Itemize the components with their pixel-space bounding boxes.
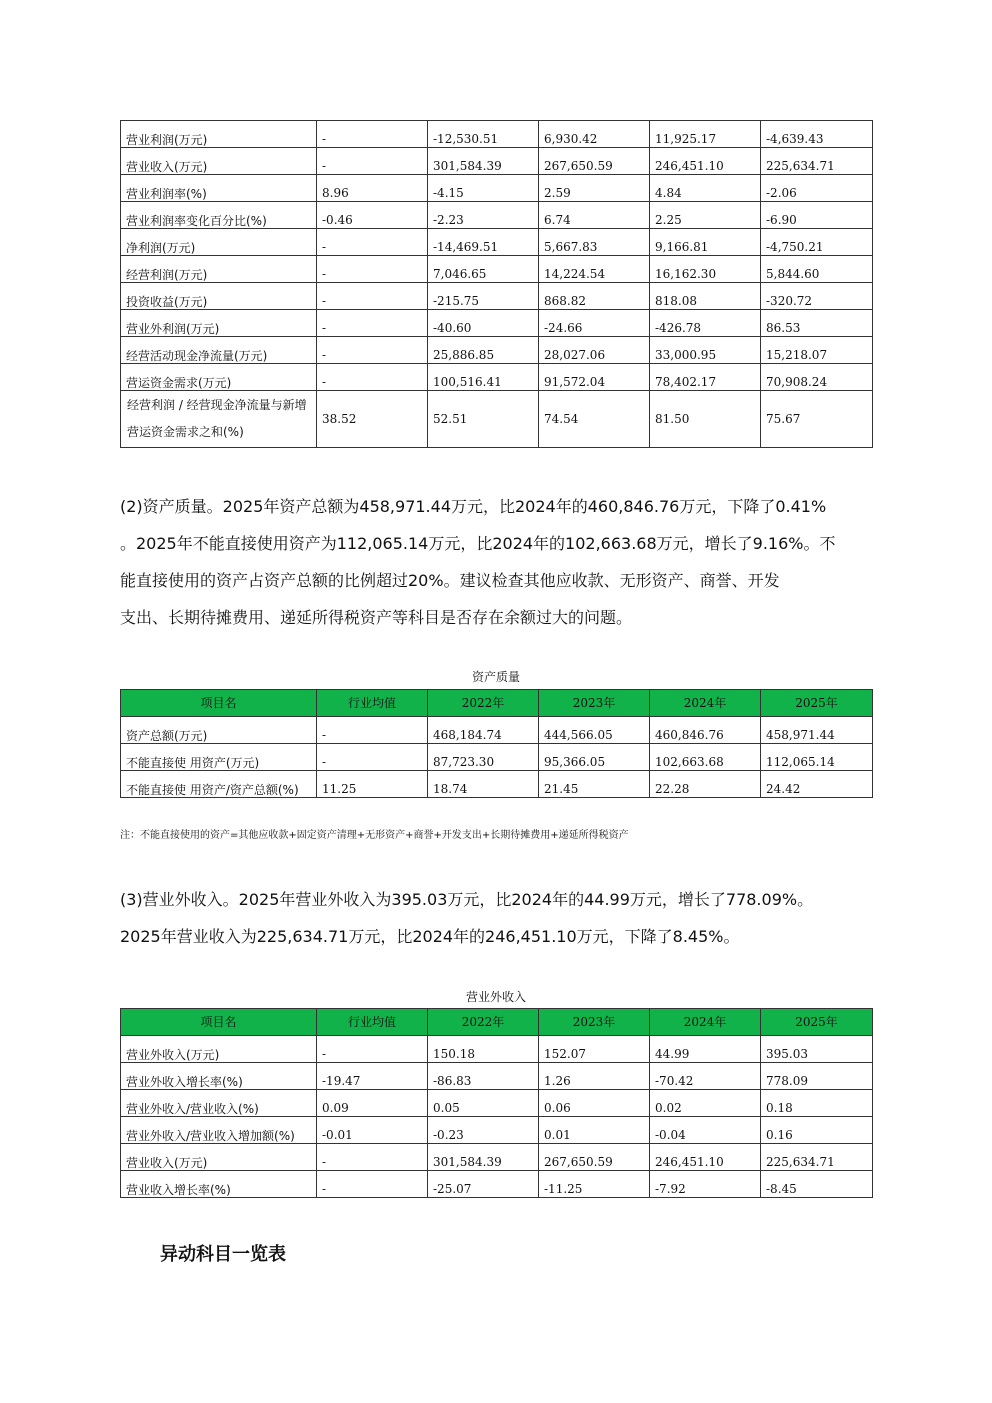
table-cell: 0.06 bbox=[539, 1090, 650, 1117]
table-cell: -4,750.21 bbox=[761, 229, 873, 256]
table-cell: 102,663.68 bbox=[650, 744, 761, 771]
table-cell: -0.46 bbox=[317, 202, 428, 229]
table-row bbox=[121, 148, 873, 175]
table-cell: 395.03 bbox=[761, 1036, 873, 1063]
table-cell: -2.23 bbox=[428, 202, 539, 229]
table-cell: - bbox=[317, 717, 428, 744]
table-cell: 6.74 bbox=[539, 202, 650, 229]
column-header: 2025年 bbox=[761, 1009, 873, 1036]
table-cell: - bbox=[317, 256, 428, 283]
table-cell: 0.01 bbox=[539, 1117, 650, 1144]
table-cell: -0.23 bbox=[428, 1117, 539, 1144]
table-row bbox=[121, 1144, 873, 1171]
table-cell: 52.51 bbox=[428, 391, 539, 448]
table-cell: -11.25 bbox=[539, 1171, 650, 1198]
paragraph-line: 支出、长期待摊费用、递延所得税资产等科目是否存在余额过大的问题。 bbox=[120, 608, 633, 627]
table-row bbox=[121, 337, 873, 364]
table-cell: 301,584.39 bbox=[428, 148, 539, 175]
table-row bbox=[121, 229, 873, 256]
table-cell: 267,650.59 bbox=[539, 148, 650, 175]
table-cell: -14,469.51 bbox=[428, 229, 539, 256]
table-cell: 2.25 bbox=[650, 202, 761, 229]
table-cell: 0.02 bbox=[650, 1090, 761, 1117]
table-row bbox=[121, 391, 873, 448]
table-cell: -12,530.51 bbox=[428, 121, 539, 148]
table-cell: 24.42 bbox=[761, 771, 873, 798]
row-label: 净利润(万元) bbox=[121, 229, 317, 256]
table-cell: 91,572.04 bbox=[539, 364, 650, 391]
table-cell: -70.42 bbox=[650, 1063, 761, 1090]
row-label: 营业外收入/营业收入(%) bbox=[121, 1090, 317, 1117]
table-row bbox=[121, 1036, 873, 1063]
asset-quality-paragraph bbox=[120, 488, 890, 636]
table-cell: - bbox=[317, 283, 428, 310]
table-cell: -426.78 bbox=[650, 310, 761, 337]
table-cell: 1.26 bbox=[539, 1063, 650, 1090]
column-header: 2023年 bbox=[539, 690, 650, 717]
table-cell: 81.50 bbox=[650, 391, 761, 448]
table-cell: -2.06 bbox=[761, 175, 873, 202]
table-cell: 8.96 bbox=[317, 175, 428, 202]
table-cell: 14,224.54 bbox=[539, 256, 650, 283]
row-label: 营业外利润(万元) bbox=[121, 310, 317, 337]
table-cell: -25.07 bbox=[428, 1171, 539, 1198]
table-cell: 460,846.76 bbox=[650, 717, 761, 744]
table-cell: -8.45 bbox=[761, 1171, 873, 1198]
column-header: 2024年 bbox=[650, 1009, 761, 1036]
table-cell: 5,844.60 bbox=[761, 256, 873, 283]
table-cell: -0.04 bbox=[650, 1117, 761, 1144]
asset-quality-caption: 资产质量 bbox=[471, 670, 520, 684]
table-row bbox=[121, 1171, 873, 1198]
table-cell: -0.01 bbox=[317, 1117, 428, 1144]
table-cell: -24.66 bbox=[539, 310, 650, 337]
table-cell: 6,930.42 bbox=[539, 121, 650, 148]
profit-table bbox=[120, 120, 873, 448]
table-row bbox=[121, 1090, 873, 1117]
table-cell: - bbox=[317, 744, 428, 771]
table-cell: - bbox=[317, 1036, 428, 1063]
column-header: 项目名 bbox=[121, 1009, 317, 1036]
nonop-income-caption: 营业外收入 bbox=[465, 990, 526, 1004]
table-cell: 78,402.17 bbox=[650, 364, 761, 391]
table-cell: - bbox=[317, 121, 428, 148]
table-cell: 7,046.65 bbox=[428, 256, 539, 283]
table-cell: -6.90 bbox=[761, 202, 873, 229]
table-cell: 0.05 bbox=[428, 1090, 539, 1117]
table-row bbox=[121, 121, 873, 148]
table-cell: 21.45 bbox=[539, 771, 650, 798]
table-row bbox=[121, 771, 873, 798]
paragraph-line: 。2025年不能直接使用资产为112,065.14万元，比2024年的102,663.68万元，增长了9.16%。不 bbox=[120, 534, 836, 553]
row-label: 营业利润率变化百分比(%) bbox=[121, 202, 317, 229]
table-row bbox=[121, 310, 873, 337]
table-cell: 5,667.83 bbox=[539, 229, 650, 256]
table-cell: - bbox=[317, 337, 428, 364]
table-cell: 22.28 bbox=[650, 771, 761, 798]
table-cell: -86.83 bbox=[428, 1063, 539, 1090]
row-label: 营运资金需求(万元) bbox=[121, 364, 317, 391]
table-cell: 75.67 bbox=[761, 391, 873, 448]
table-cell: 267,650.59 bbox=[539, 1144, 650, 1171]
table-cell: 246,451.10 bbox=[650, 148, 761, 175]
table-cell: 778.09 bbox=[761, 1063, 873, 1090]
asset-quality-note: 注：不能直接使用的资产=其他应收款+固定资产清理+无形资产+商誉+开发支出+长期待摊费用+递延所得税资产 bbox=[120, 830, 629, 841]
table-cell: 86.53 bbox=[761, 310, 873, 337]
table-cell: -19.47 bbox=[317, 1063, 428, 1090]
table-cell: 11,925.17 bbox=[650, 121, 761, 148]
nonop-income-paragraph bbox=[120, 881, 890, 955]
column-header: 项目名 bbox=[121, 690, 317, 717]
row-label: 营业收入增长率(%) bbox=[121, 1171, 317, 1198]
table-row bbox=[121, 256, 873, 283]
table-row bbox=[121, 202, 873, 229]
table-row bbox=[121, 1117, 873, 1144]
column-header: 行业均值 bbox=[317, 1009, 428, 1036]
table-cell: 11.25 bbox=[317, 771, 428, 798]
table-cell: 0.09 bbox=[317, 1090, 428, 1117]
table-cell: 0.18 bbox=[761, 1090, 873, 1117]
table-cell: - bbox=[317, 1144, 428, 1171]
table-cell: 38.52 bbox=[317, 391, 428, 448]
table-row bbox=[121, 364, 873, 391]
table-cell: 18.74 bbox=[428, 771, 539, 798]
table-cell: 150.18 bbox=[428, 1036, 539, 1063]
table-cell: - bbox=[317, 310, 428, 337]
table-cell: 87,723.30 bbox=[428, 744, 539, 771]
table-cell: 0.16 bbox=[761, 1117, 873, 1144]
table-cell: 458,971.44 bbox=[761, 717, 873, 744]
nonop-income-table bbox=[120, 1008, 873, 1198]
paragraph-line: 能直接使用的资产占资产总额的比例超过20%。建议检查其他应收款、无形资产、商誉、开发 bbox=[120, 571, 780, 590]
table-cell: -7.92 bbox=[650, 1171, 761, 1198]
row-label: 营业外收入(万元) bbox=[121, 1036, 317, 1063]
row-label: 经营活动现金净流量(万元) bbox=[121, 337, 317, 364]
table-cell: -4,639.43 bbox=[761, 121, 873, 148]
row-label: 不能直接使 用资产/资产总额(%) bbox=[121, 771, 317, 798]
table-cell: 25,886.85 bbox=[428, 337, 539, 364]
table-cell: 246,451.10 bbox=[650, 1144, 761, 1171]
table-row bbox=[121, 744, 873, 771]
table-row bbox=[121, 1063, 873, 1090]
table-cell: 112,065.14 bbox=[761, 744, 873, 771]
table-cell: 74.54 bbox=[539, 391, 650, 448]
paragraph-line: (3)营业外收入。2025年营业外收入为395.03万元，比2024年的44.99万元，增长了778.09%。 bbox=[120, 890, 814, 909]
paragraph-line: (2)资产质量。2025年资产总额为458,971.44万元，比2024年的460,846.76万元，下降了0.41% bbox=[120, 497, 827, 516]
table-cell: 818.08 bbox=[650, 283, 761, 310]
table-cell: 152.07 bbox=[539, 1036, 650, 1063]
table-cell: - bbox=[317, 1171, 428, 1198]
row-label: 经营利润(万元) bbox=[121, 256, 317, 283]
table-cell: 15,218.07 bbox=[761, 337, 873, 364]
table-cell: 468,184.74 bbox=[428, 717, 539, 744]
table-cell: -215.75 bbox=[428, 283, 539, 310]
table-cell: 70,908.24 bbox=[761, 364, 873, 391]
table-cell: 95,366.05 bbox=[539, 744, 650, 771]
profit-table-body bbox=[121, 121, 873, 448]
row-label: 经营利润 / 经营现金净流量与新增营运资金需求之和(%) bbox=[121, 391, 317, 448]
asset-quality-table-body bbox=[121, 690, 873, 798]
row-label: 营业利润(万元) bbox=[121, 121, 317, 148]
row-label: 营业外收入/营业收入增加额(%) bbox=[121, 1117, 317, 1144]
table-cell: -320.72 bbox=[761, 283, 873, 310]
row-label: 营业外收入增长率(%) bbox=[121, 1063, 317, 1090]
table-cell: 100,516.41 bbox=[428, 364, 539, 391]
asset-quality-table bbox=[120, 689, 873, 798]
table-cell: -4.15 bbox=[428, 175, 539, 202]
column-header: 行业均值 bbox=[317, 690, 428, 717]
column-header: 2025年 bbox=[761, 690, 873, 717]
paragraph-line: 2025年营业收入为225,634.71万元，比2024年的246,451.10万元，下降了8.45%。 bbox=[120, 927, 740, 946]
column-header: 2022年 bbox=[428, 690, 539, 717]
column-header: 2024年 bbox=[650, 690, 761, 717]
table-header-row bbox=[121, 1009, 873, 1036]
table-cell: - bbox=[317, 229, 428, 256]
table-header-row bbox=[121, 690, 873, 717]
column-header: 2023年 bbox=[539, 1009, 650, 1036]
row-label: 营业利润率(%) bbox=[121, 175, 317, 202]
table-cell: 9,166.81 bbox=[650, 229, 761, 256]
section-heading: 异动科目一览表 bbox=[160, 1244, 286, 1265]
nonop-income-table-body bbox=[121, 1009, 873, 1198]
table-cell: 28,027.06 bbox=[539, 337, 650, 364]
table-cell: 868.82 bbox=[539, 283, 650, 310]
table-cell: -40.60 bbox=[428, 310, 539, 337]
table-row bbox=[121, 175, 873, 202]
column-header: 2022年 bbox=[428, 1009, 539, 1036]
row-label: 营业收入(万元) bbox=[121, 148, 317, 175]
table-cell: - bbox=[317, 364, 428, 391]
table-cell: - bbox=[317, 148, 428, 175]
table-cell: 225,634.71 bbox=[761, 1144, 873, 1171]
table-cell: 225,634.71 bbox=[761, 148, 873, 175]
row-label: 资产总额(万元) bbox=[121, 717, 317, 744]
row-label: 不能直接使 用资产(万元) bbox=[121, 744, 317, 771]
row-label: 营业收入(万元) bbox=[121, 1144, 317, 1171]
table-cell: 44.99 bbox=[650, 1036, 761, 1063]
table-row bbox=[121, 283, 873, 310]
table-cell: 301,584.39 bbox=[428, 1144, 539, 1171]
row-label: 投资收益(万元) bbox=[121, 283, 317, 310]
table-cell: 33,000.95 bbox=[650, 337, 761, 364]
table-cell: 16,162.30 bbox=[650, 256, 761, 283]
table-cell: 2.59 bbox=[539, 175, 650, 202]
table-row bbox=[121, 717, 873, 744]
table-cell: 444,566.05 bbox=[539, 717, 650, 744]
table-cell: 4.84 bbox=[650, 175, 761, 202]
